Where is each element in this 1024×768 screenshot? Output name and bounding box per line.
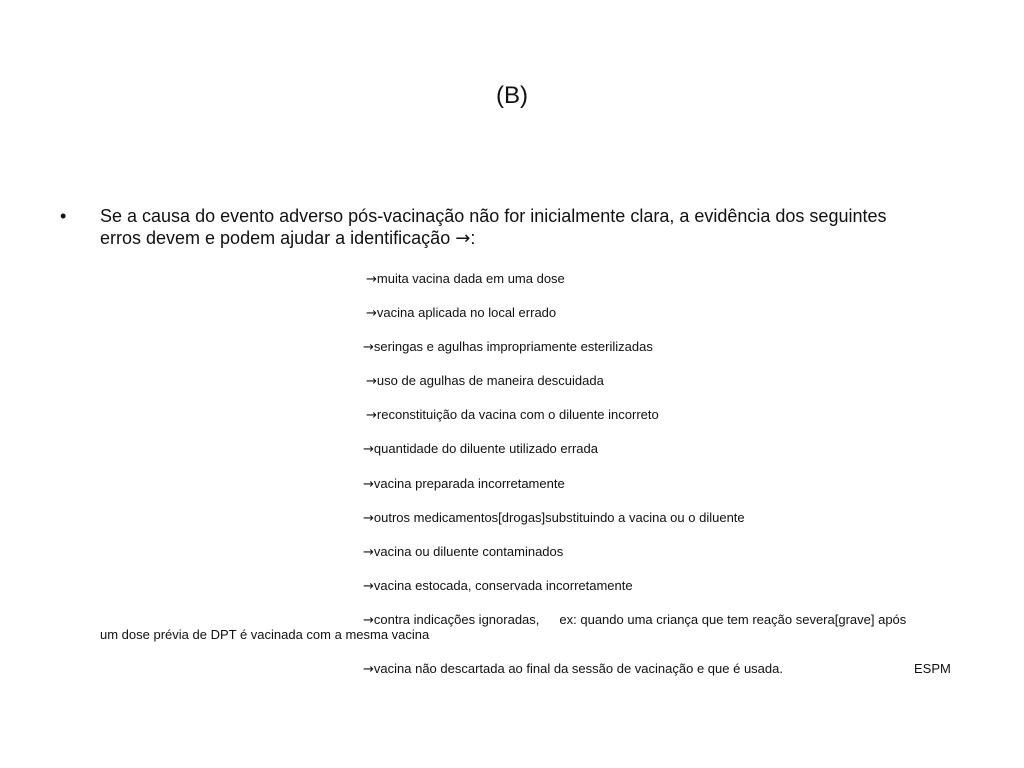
arrow-icon: → [363,613,374,628]
arrow-icon: → [363,511,374,526]
error-item-1 [366,271,565,288]
bullet-marker: • [60,206,67,226]
error-item-text: reconstituição da vacina com o diluente incorreto [376,407,659,422]
error-item-3 [363,339,653,356]
arrow-icon: → [363,545,374,560]
error-item-7 [363,476,565,493]
arrow-icon: → [363,477,374,492]
arrow-icon: → [455,228,471,249]
error-item-text: muita vacina dada em uma dose [376,271,565,286]
error-item-text: vacina não descartada ao final da sessão de vacinação e que é usada. [373,661,783,676]
error-item-text: seringas e agulhas impropriamente esterilizadas [373,339,653,354]
error-item-text: vacina estocada, conservada incorretamente [373,578,633,593]
error-item-9 [363,544,563,561]
error-item-text: quantidade do diluente utilizado errada [373,441,598,456]
arrow-icon: → [363,579,374,594]
error-item-8 [363,510,745,527]
arrow-icon: → [366,306,377,321]
arrow-icon: → [366,272,377,287]
arrow-icon: → [366,408,377,423]
arrow-icon: → [363,442,374,457]
arrow-icon: → [363,340,374,355]
arrow-icon: → [366,374,377,389]
error-item-10 [363,578,633,595]
error-item-text: vacina ou diluente contaminados [373,544,564,559]
contra-example-line1: ex: quando uma criança que tem reação severa[grave] após [559,612,907,627]
arrow-icon: → [363,662,374,677]
error-item-12 [363,661,783,678]
footer-label: ESPM [914,661,951,676]
contra-example-line2: um dose prévia de DPT é vacinada com a mesma vacina [100,627,430,642]
error-item-text: outros medicamentos[drogas]substituindo a vacina ou o diluente [373,510,745,525]
error-item-text: vacina aplicada no local errado [376,305,557,320]
error-item-text: vacina preparada incorretamente [373,476,565,491]
error-item-text: contra indicações ignoradas, [373,612,540,627]
slide-title: (B) [496,82,528,109]
bullet-intro [100,205,930,250]
error-item-4 [366,373,604,390]
error-item-2 [366,305,556,322]
intro-suffix: : [470,228,476,248]
error-item-text: uso de agulhas de maneira descuidada [376,373,604,388]
error-item-6 [363,441,598,458]
error-item-11 [363,612,906,629]
intro-text: Se a causa do evento adverso pós-vacinação não for inicialmente clara, a evidência dos seguintes erros devem e podem ajudar a identificação [100,206,887,248]
error-item-5 [366,407,659,424]
